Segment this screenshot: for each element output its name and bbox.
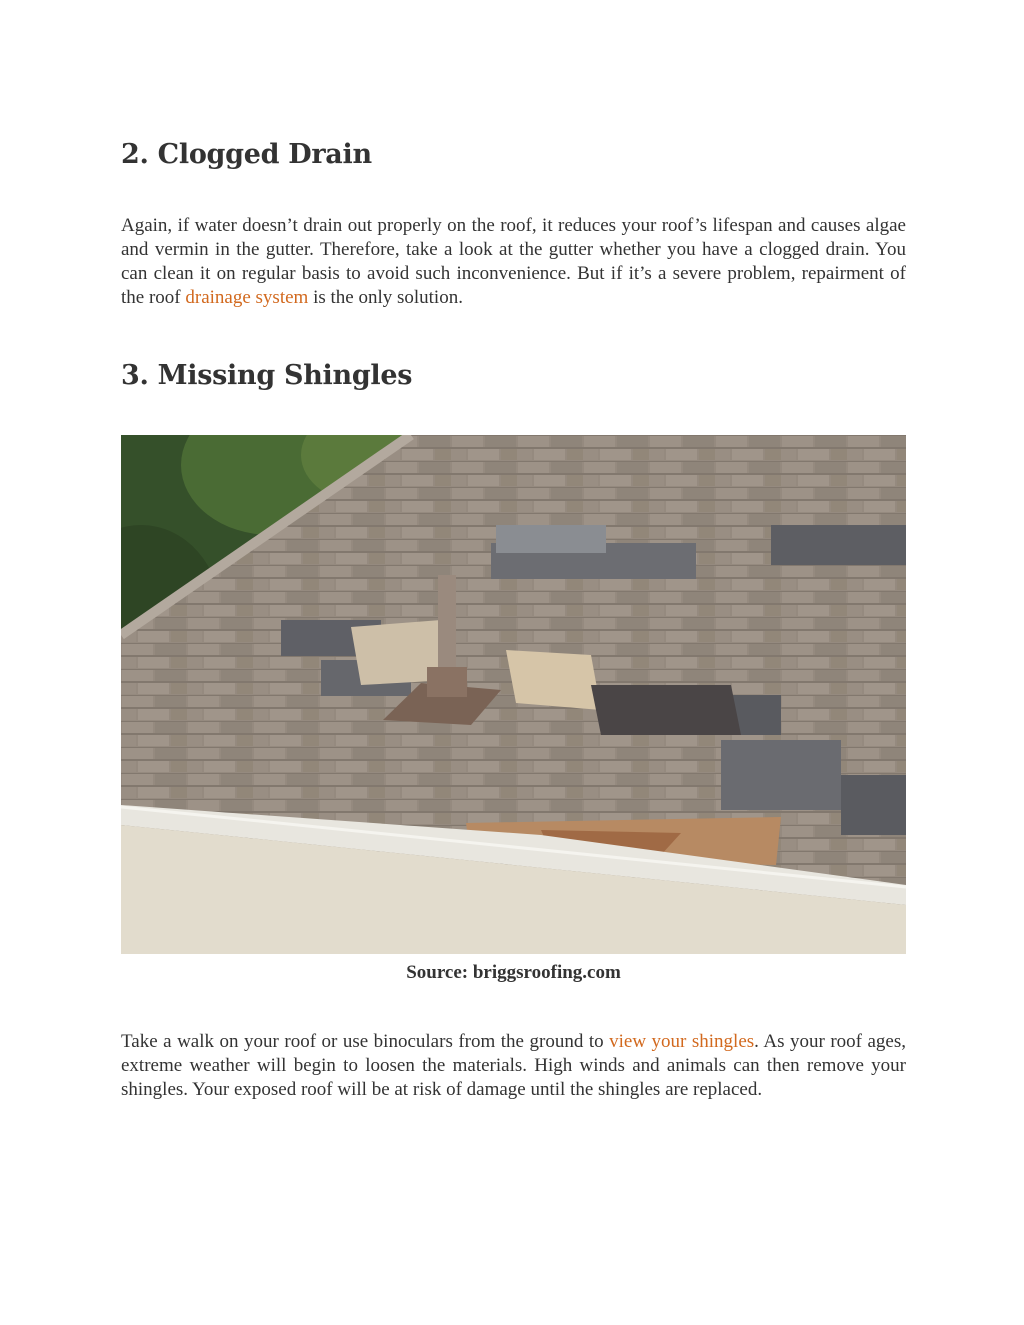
- drainage-system-link[interactable]: drainage system: [185, 287, 309, 308]
- image-source-caption: Source: briggsroofing.com: [406, 962, 621, 983]
- paragraph-text: is the only solution.: [308, 287, 463, 308]
- paragraph-text: Again, if water doesn’t drain out properly on the roof, it reduces your roof’s lifespan and causes algae and vermin in the gutter. Therefore, take a look at the gutter whether you have a clogged drain. You can clean it on regular basis to avoid such inconvenience. But if it’s a severe problem, repairment of the roof: [121, 215, 906, 308]
- section-heading-missing-shingles: 3. Missing Shingles: [121, 360, 413, 391]
- paragraph-clogged-drain: [121, 214, 906, 310]
- section-heading-clogged-drain: 2. Clogged Drain: [121, 139, 372, 170]
- paragraph-text: . As your roof ages, extreme weather will begin to loosen the materials. High winds and animals can then remove your shingles. Your exposed roof will be at risk of damage until the shingles are replaced.: [121, 1031, 907, 1100]
- view-your-shingles-link[interactable]: view your shingles: [609, 1031, 755, 1052]
- paragraph-missing-shingles: [121, 1030, 906, 1102]
- paragraph-text: Take a walk on your roof or use binoculars from the ground to: [121, 1031, 610, 1052]
- roof-photo: [121, 435, 906, 954]
